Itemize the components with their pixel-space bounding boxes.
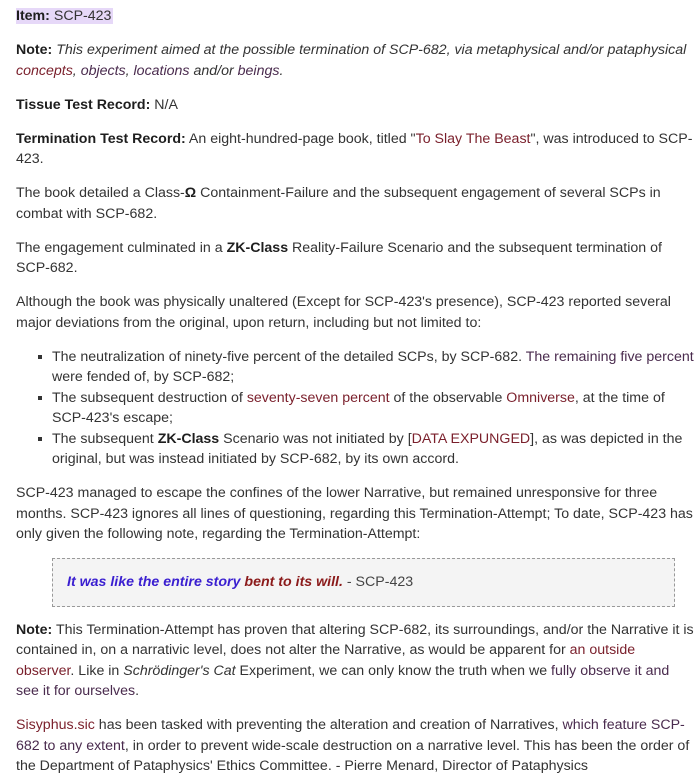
paragraph-escape: SCP-423 managed to escape the confines of the lower Narrative, but remained unresponsive for three months. SCP-423 ignores all lines of questioning, regarding this Termination-Attempt; To date, SCP-423 has only given the following note, regarding the Termination-Attempt: <box>16 485 693 542</box>
note-label: Note: <box>16 42 53 58</box>
sisyphus-text-a: has been tasked with preventing the alteration and creation of Narratives, <box>94 717 563 733</box>
zk-class-bold: ZK-Class <box>226 239 289 256</box>
quote-part-red: bent to its will. <box>244 574 343 590</box>
omega-symbol: Ω <box>184 185 197 201</box>
link-remaining-five-percent[interactable]: The remaining five percent <box>525 348 694 365</box>
book-text-b: Containment-Failure and the subsequent engagement of several SCPs in combat with SCP-682. <box>16 185 661 222</box>
schrodingers-cat-italic: Schrödinger's Cat <box>123 662 236 679</box>
item-text: of the observable <box>389 389 507 406</box>
link-locations[interactable]: locations <box>133 62 190 79</box>
bracket: [ <box>407 430 412 447</box>
list-item <box>52 347 695 388</box>
item-value: SCP-423 <box>53 8 112 24</box>
item-label: Item: <box>16 8 50 24</box>
item-text: , at the time of SCP-423's escape; <box>52 389 665 426</box>
note2-text-b: . Like in <box>70 662 124 679</box>
item-text: The subsequent destruction of <box>52 389 247 406</box>
sisyphus-text-b: , in order to prevent wide-scale destruction on a narrative level. This has been the order of the Department of Pataphysics' Ethics Committee. - Pierre Menard, Director of Pataphysics <box>16 737 690 774</box>
quote-block <box>52 558 675 607</box>
termination-text-b: ", was introduced to SCP-423. <box>16 130 693 167</box>
paragraph-engagement <box>16 238 695 279</box>
link-fully-observe[interactable]: fully observe it and see it for ourselves <box>16 662 670 699</box>
tissue-test-record <box>16 95 695 116</box>
link-concepts[interactable]: concepts <box>16 62 73 79</box>
link-to-slay-the-beast[interactable]: To Slay The Beast <box>415 130 531 147</box>
list-item <box>52 429 695 470</box>
book-text-a: The book detailed a Class- <box>16 185 185 201</box>
link-seventy-seven-percent[interactable]: seventy-seven percent <box>246 389 390 406</box>
note-text-a: This experiment aimed at the possible termination of SCP-682, via metaphysical and/or pataphysical <box>56 42 687 58</box>
link-omniverse[interactable]: Omniverse <box>506 389 575 406</box>
link-sisyphus-sic[interactable]: Sisyphus.sic <box>16 717 95 733</box>
link-data-expunged[interactable]: DATA EXPUNGED <box>411 430 531 447</box>
quote-part-blue: It was like the entire story <box>67 574 245 590</box>
item-text: , as was depicted in the original, but was instead initiated by SCP-682, by its own accord. <box>52 430 683 467</box>
termination-text-a: An eight-hundred-page book, titled " <box>188 130 416 147</box>
item-text: Scenario was not initiated by <box>219 430 408 447</box>
sep: , <box>125 62 134 79</box>
link-which-feature-scp-682[interactable]: which feature SCP-682 to any extent <box>16 717 685 754</box>
note-text <box>16 42 686 79</box>
item-text: The neutralization of ninety-five percent of the detailed SCPs, by SCP-682. <box>52 348 526 365</box>
note-label: Note: <box>16 621 53 638</box>
bracket: ] <box>530 430 535 447</box>
paragraph-sisyphus <box>16 715 695 777</box>
note2-text-a: This Termination-Attempt has proven that altering SCP-682, its surroundings, and/or the Narrative it is contained in, on a narrativic level, does not alter the Narrative, as would be apparent for <box>16 621 694 658</box>
termination-label: Termination Test Record: <box>16 130 186 147</box>
note2-text-d: . <box>135 683 140 699</box>
note2-text-c: Experiment, we can only know the truth when we <box>235 662 552 679</box>
note-text-b: and/or <box>189 62 238 79</box>
deviations-list <box>16 347 695 470</box>
zk-class-bold: ZK-Class <box>157 430 220 447</box>
paragraph-although: Although the book was physically unaltered (Except for SCP-423's presence), SCP-423 reported several major deviations from the original, upon return, including but not limited to: <box>16 294 671 331</box>
item-text: The subsequent <box>52 430 158 447</box>
list-item <box>52 388 695 429</box>
tissue-label: Tissue Test Record: <box>16 96 151 113</box>
link-outside-observer[interactable]: an outside observer <box>16 642 636 679</box>
sep: , <box>72 62 81 79</box>
quote-attribution: - SCP-423 <box>342 574 414 590</box>
tissue-value: N/A <box>154 96 178 113</box>
termination-test-record <box>16 129 695 170</box>
paragraph-book-detail <box>16 183 695 224</box>
item-line <box>16 6 695 27</box>
item-highlight <box>16 8 113 24</box>
link-objects[interactable]: objects <box>80 62 126 79</box>
note-conclusion <box>16 620 695 702</box>
engagement-text-a: The engagement culminated in a <box>16 239 227 256</box>
engagement-text-b: Reality-Failure Scenario and the subsequent termination of SCP-682. <box>16 239 662 276</box>
note-intro <box>16 40 695 81</box>
note-text-c: . <box>279 62 284 79</box>
item-text: were fended of, by SCP-682; <box>52 369 235 385</box>
link-beings[interactable]: beings <box>237 62 280 79</box>
